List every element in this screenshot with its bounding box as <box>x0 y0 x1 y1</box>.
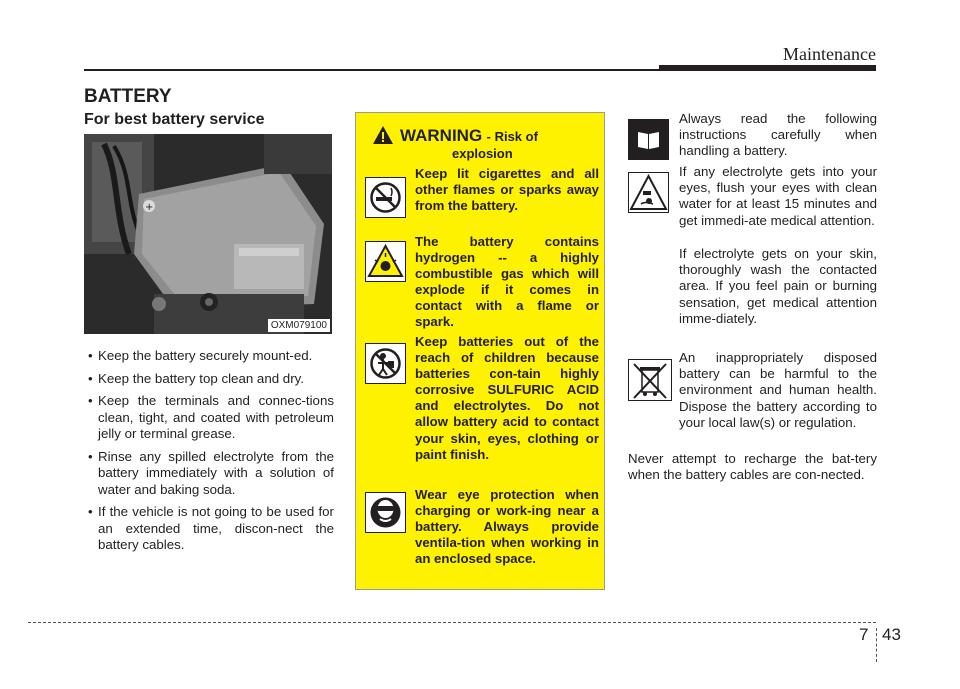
section-title: BATTERY <box>84 86 172 107</box>
figure-code: OXM079100 <box>268 319 330 332</box>
warning-box <box>355 112 605 590</box>
list-item: • If the vehicle is not going to be used for an extended time, discon-nect the battery cables. <box>84 504 334 554</box>
flush-eyes-icon <box>628 172 669 213</box>
disposal-icon <box>628 359 672 401</box>
list-item: • Keep the battery securely mount-ed. <box>84 348 334 365</box>
list-item: • Keep the terminals and connec-tions clean, tight, and coated with petroleum jelly or terminal grease. <box>84 393 334 443</box>
footer-rule <box>28 622 876 623</box>
warning-item-text: Wear eye protection when charging or work-ing near a battery. Always provide ventila-tion when working in an enclosed space. <box>415 487 599 567</box>
recharge-warning-text: Never attempt to recharge the bat-tery when the battery cables are con-nected. <box>628 451 877 483</box>
header-rule <box>84 69 659 71</box>
header-rule-accent <box>659 65 876 71</box>
warning-subtitle: - Risk of <box>486 129 538 144</box>
warning-title: WARNING <box>400 126 483 145</box>
list-item: • Keep the battery top clean and dry. <box>84 371 334 388</box>
eye-contact-text: If any electrolyte gets into your eyes, flush your eyes with clean water for at least 15 minutes and get immedi-ate medical attention. <box>679 164 877 228</box>
warning-item-text: Keep lit cigarettes and all other flames or sparks away from the battery. <box>415 166 599 214</box>
keep-away-from-children-icon <box>365 343 406 384</box>
subheading: For best battery service <box>84 111 265 128</box>
read-instructions-text: Always read the following instructions carefully when handling a battery. <box>679 111 877 159</box>
read-manual-icon <box>628 119 669 160</box>
running-header: Maintenance <box>783 44 876 64</box>
warning-item-text: The battery contains hydrogen -- a highly combustible gas which will explode if it comes in contact with a flame or spark. <box>415 234 599 330</box>
warning-subtitle-cont: explosion <box>452 146 513 161</box>
warning-triangle-icon <box>372 125 394 145</box>
no-smoking-icon <box>365 177 406 218</box>
chapter-number: 7 <box>859 625 869 644</box>
explosive-hazard-icon <box>365 241 406 282</box>
warning-header <box>400 126 600 161</box>
page-number: 43 <box>882 625 901 644</box>
battery-illustration <box>84 134 332 334</box>
disposal-text: An inappropriately disposed battery can be harmful to the environment and human health. Dispose the battery according to your local law(s) or regulation. <box>679 350 877 430</box>
svg-text:+: + <box>145 202 154 213</box>
battery-photo <box>84 134 332 334</box>
wear-eye-protection-icon <box>365 492 406 533</box>
skin-contact-text: If electrolyte gets on your skin, thoroughly wash the contacted area. If you feel pain or burning sensation, get medical attention imme-diately. <box>679 246 877 326</box>
list-item: • Rinse any spilled electrolyte from the battery immediately with a solution of water and baking soda. <box>84 449 334 499</box>
warning-item-text: Keep batteries out of the reach of children because batteries con-tain highly corrosive SULFURIC ACID and electrolytes. Do not allow battery acid to contact your skin, eyes, clothing or paint finish. <box>415 334 599 462</box>
page-number-divider <box>876 628 877 662</box>
battery-tips-list <box>84 348 334 560</box>
